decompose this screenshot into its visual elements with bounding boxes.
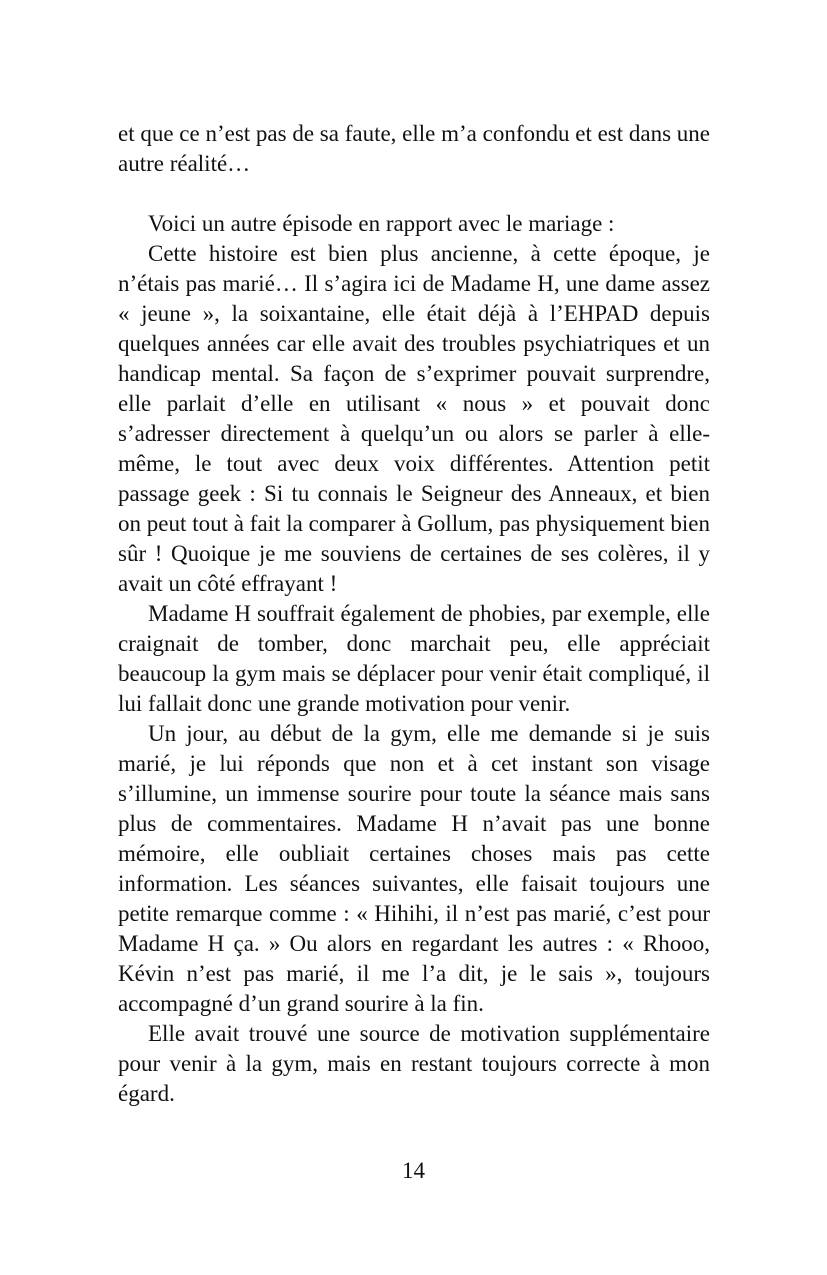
- paragraph-spacer: [118, 179, 710, 209]
- paragraph-continuation: et que ce n’est pas de sa faute, elle m’a confondu et est dans une autre réalité…: [118, 121, 711, 176]
- paragraph: Elle avait trouvé une source de motivation supplémentaire pour venir à la gym, mais en restant toujours correcte à mon égard.: [118, 1021, 710, 1106]
- paragraph: Un jour, au début de la gym, elle me demande si je suis marié, je lui réponds que non et à cet instant son visage s’illumine, un immense sourire pour toute la séance mais sans plus de commentaires. Madame H n’avait pas une bonne mémoire, elle oubliait certaines choses mais pas cette information. Les séances suivantes, elle faisait toujours une petite remarque comme : « Hihihi, il n’est pas marié, c’est pour Madame H ça. » Ou alors en regardant les autres : « Rhooo, Kévin n’est pas marié, il me l’a dit, je le sais », toujours accompagné d’un grand sourire à la fin.: [118, 721, 710, 1016]
- paragraph: Voici un autre épisode en rapport avec le mariage :: [148, 211, 615, 236]
- paragraph: Cette histoire est bien plus ancienne, à cette époque, je n’étais pas marié… Il s’agira ici de Madame H, une dame assez « jeune », la soixantaine, elle était déjà à l’EHPAD depuis quelques années car elle avait des troubles psychiatriques et un handicap mental. Sa façon de s’exprimer pouvait surprendre, elle parlait d’elle en utilisant « nous » et pouvait donc s’adresser directement à quelqu’un ou alors se parler à elle-même, le tout avec deux voix différentes. Attention petit passage geek : Si tu connais le Seigneur des Anneaux, et bien on peut tout à fait la comparer à Gollum, pas physiquement bien sûr ! Quoique je me souviens de certaines de ses colères, il y avait un côté effrayant !: [118, 241, 710, 596]
- paragraph: Madame H souffrait également de phobies, par exemple, elle craignait de tomber, donc marchait peu, elle appréciait beaucoup la gym mais se déplacer pour venir était compliqué, il lui fallait donc une grande motivation pour venir.: [118, 601, 710, 716]
- page-body: [118, 119, 710, 1109]
- page-number: 14: [402, 1158, 425, 1183]
